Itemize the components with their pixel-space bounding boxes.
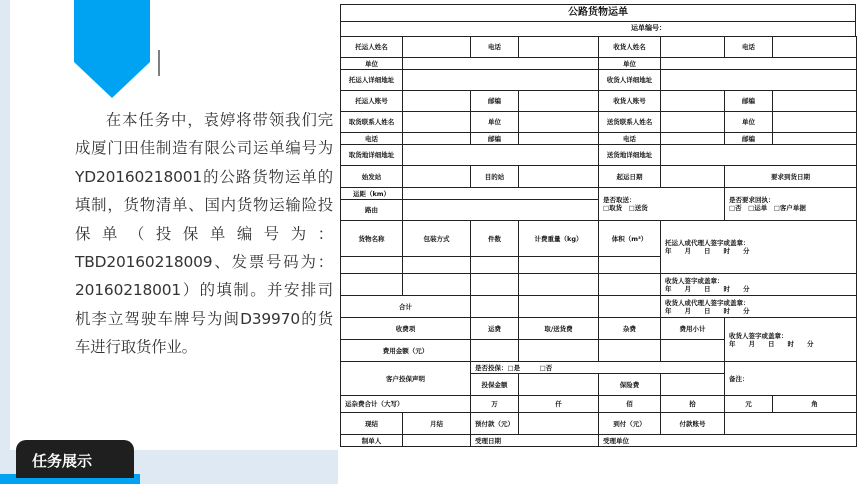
cell-blank[interactable]: [599, 296, 661, 318]
cell-insured-amount: 投保金额: [471, 374, 519, 396]
cell-shipper-sign: [661, 221, 857, 274]
intro-paragraph: 在本任务中，袁婷将带领我们完成厦门田佳制造有限公司运单编号为YD20160218001的公路货物运单的填制，货物清单、国内货物运输险投保单（投保单编号为：TBD20160218009、发票号码为：20160218001）的填制。并安排司机李立驾驶车牌号为闽D39970的货车进行取货作业。: [75, 111, 333, 357]
table-row: [341, 435, 857, 447]
cell-blank[interactable]: [341, 257, 403, 274]
cell-shipper-name: 托运人姓名: [341, 37, 403, 58]
cell-blank[interactable]: [403, 274, 471, 296]
cell-blank[interactable]: [661, 37, 725, 58]
bookmark-arrow: [74, 62, 150, 98]
cell-blank[interactable]: [471, 340, 519, 362]
cell-cash: 现结: [341, 413, 403, 435]
cell-postcode: 邮编: [725, 91, 773, 112]
cell-postcode: 邮编: [725, 133, 773, 145]
cell-yuan: 元: [725, 396, 773, 413]
cell-shi: 拾: [661, 396, 725, 413]
cell-jiao: 角: [773, 396, 857, 413]
pickup-options[interactable]: □取货 □送货: [603, 204, 648, 212]
cell-fee-subtotal: 费用小计: [661, 318, 725, 340]
table-row: [341, 318, 857, 340]
cell-destination: 目的站: [471, 166, 519, 188]
accent-line: [158, 50, 160, 76]
cell-pickup-addr: 取货地详细地址: [341, 145, 403, 166]
cell-blank[interactable]: [403, 200, 599, 221]
cell-misc-fee: 杂费: [599, 318, 661, 340]
cell-consignee-sign: [661, 274, 857, 296]
cell-wan: 万: [471, 396, 519, 413]
cell-postcode: 邮编: [471, 91, 519, 112]
cell-postcode: 邮编: [471, 133, 519, 145]
cell-consignee-name: 收货人姓名: [599, 37, 661, 58]
cell-premium: 保险费: [599, 374, 661, 396]
consignee-agent-sign-date: 年 月 日 时 分: [665, 306, 750, 315]
table-row: [341, 296, 857, 318]
cell-consignee-sign-2: [725, 318, 857, 362]
task-badge-label: 任务展示: [32, 452, 93, 470]
table-row: [341, 133, 857, 145]
cell-blank[interactable]: [519, 112, 599, 133]
cell-blank[interactable]: [403, 166, 471, 188]
cell-accept-date: 受理日期: [471, 435, 599, 447]
cell-blank[interactable]: [661, 145, 857, 166]
cell-unit: 单位: [341, 58, 403, 70]
cell-phone: 电话: [725, 37, 773, 58]
pickup-question-label: 是否取送：: [603, 196, 636, 204]
table-row: [341, 91, 857, 112]
cell-blank[interactable]: [519, 37, 599, 58]
cell-blank[interactable]: [661, 374, 725, 396]
cell-blank[interactable]: [403, 435, 471, 447]
table-row: [341, 58, 857, 70]
table-row: [341, 112, 857, 133]
cell-blank[interactable]: [773, 37, 857, 58]
cell-consignee-account: 收货人账号: [599, 91, 661, 112]
cell-blank[interactable]: [403, 37, 471, 58]
consignee-sign-label-2: 收货人签字或盖章：: [729, 331, 788, 340]
cell-blank[interactable]: [599, 257, 661, 274]
shipper-sign-label: 托运人或代理人签字或盖章：: [665, 239, 750, 247]
cell-blank[interactable]: [471, 296, 519, 318]
table-row: [341, 274, 857, 296]
receipt-options[interactable]: □否 □运单 □客户单据: [729, 204, 806, 212]
left-panel: [0, 0, 338, 484]
cell-blank[interactable]: [403, 112, 471, 133]
cell-unit: 单位: [471, 112, 519, 133]
cell-blank[interactable]: [403, 145, 599, 166]
cell-phone: 电话: [471, 37, 519, 58]
cell-blank[interactable]: [471, 274, 519, 296]
consignee-sign-date: 年 月 日 时 分: [665, 284, 750, 293]
cell-insured-question[interactable]: 是否投保：□是 □否: [471, 362, 725, 374]
cell-weight: 计费重量（kg）: [519, 221, 599, 257]
cell-blank[interactable]: [519, 91, 599, 112]
cell-blank[interactable]: [661, 91, 725, 112]
cell-blank[interactable]: [519, 274, 599, 296]
cell-origin: 始发站: [341, 166, 403, 188]
table-row: [341, 396, 857, 413]
cell-blank[interactable]: [519, 166, 599, 188]
cell-blank[interactable]: [519, 340, 599, 362]
cell-blank[interactable]: [661, 340, 725, 362]
cell-blank[interactable]: [725, 413, 857, 435]
cell-blank[interactable]: [661, 70, 857, 91]
cell-blank[interactable]: [403, 257, 471, 274]
cell-blank[interactable]: [519, 374, 599, 396]
cell-insurance-decl: 客户投保声明: [341, 362, 471, 396]
cell-blank[interactable]: [403, 70, 599, 91]
cell-preparer: 制单人: [341, 435, 403, 447]
cell-delivery-contact: 送货联系人姓名: [599, 112, 661, 133]
bookmark-shape: [74, 0, 150, 62]
cell-to-pay: 到付（元）: [599, 413, 661, 435]
cell-blank[interactable]: [661, 58, 857, 70]
cell-volume: 体积（m³）: [599, 221, 661, 257]
cell-blank[interactable]: [519, 296, 599, 318]
form-title: 公路货物运单: [340, 4, 856, 22]
cell-fee-item: 收费项: [341, 318, 471, 340]
waybill-form: [340, 4, 856, 484]
cell-blank[interactable]: [773, 133, 857, 145]
table-row: [341, 188, 857, 200]
waybill-number-label: 运单编号：: [340, 21, 856, 37]
cell-blank[interactable]: [773, 91, 857, 112]
waybill-table: [340, 36, 857, 447]
cell-blank[interactable]: [403, 188, 599, 200]
table-row: [341, 70, 857, 91]
cell-pickup-contact: 取货联系人姓名: [341, 112, 403, 133]
cell-shipper-account: 托运人账号: [341, 91, 403, 112]
consignee-sign-date-2: 年 月 日 时 分: [729, 339, 814, 348]
cell-consignee-agent-sign: [661, 296, 857, 318]
cell-blank[interactable]: [519, 413, 599, 435]
cell-distance: 运距（km）: [341, 188, 403, 200]
cell-freight: 运费: [471, 318, 519, 340]
cell-blank[interactable]: [661, 133, 725, 145]
cell-accept-unit: 受理单位: [599, 435, 857, 447]
left-decor-bar: [0, 0, 10, 450]
cell-unit: 单位: [599, 58, 661, 70]
cell-goods-name: 货物名称: [341, 221, 403, 257]
cell-monthly: 月结: [403, 413, 471, 435]
cell-shipper-addr: 托运人详细地址: [341, 70, 403, 91]
table-row: [341, 413, 857, 435]
cell-blank[interactable]: [341, 274, 403, 296]
cell-blank[interactable]: [661, 166, 725, 188]
consignee-agent-sign-label: 收货人或代理人签字或盖章：: [665, 298, 750, 307]
cell-fee-amount: 费用金额（元）: [341, 340, 471, 362]
cell-pickup-question: [599, 188, 725, 221]
cell-consignee-addr: 收货人详细地址: [599, 70, 661, 91]
cell-blank[interactable]: [403, 133, 471, 145]
cell-unit: 单位: [725, 112, 773, 133]
cell-delivery-addr: 送货地详细地址: [599, 145, 661, 166]
consignee-sign-label: 收货人签字或盖章：: [665, 276, 724, 285]
cell-total: 合计: [341, 296, 471, 318]
cell-receipt-question: [725, 188, 857, 221]
cell-packaging: 包装方式: [403, 221, 471, 257]
cell-blank[interactable]: [403, 58, 599, 70]
cell-pay-account: 付款账号: [661, 413, 725, 435]
cell-phone: 电话: [599, 133, 661, 145]
cell-blank[interactable]: [471, 257, 519, 274]
cell-required-arrival: 要求到货日期: [725, 166, 857, 188]
cell-phone: 电话: [341, 133, 403, 145]
cell-blank[interactable]: [403, 91, 471, 112]
cell-blank[interactable]: [519, 257, 599, 274]
cell-prepaid: 预付款（元）: [471, 413, 519, 435]
cell-pieces: 件数: [471, 221, 519, 257]
receipt-question-label: 是否要求回执：: [729, 196, 775, 204]
cell-blank[interactable]: [773, 112, 857, 133]
cell-pickup-fee: 取/送货费: [519, 318, 599, 340]
table-row: [341, 37, 857, 58]
table-row: [341, 362, 857, 374]
cell-remark: 备注：: [725, 362, 857, 396]
table-row: [341, 166, 857, 188]
cell-qian: 仟: [519, 396, 599, 413]
table-row: [341, 221, 857, 257]
cell-blank[interactable]: [599, 274, 661, 296]
cell-departure-date: 起运日期: [599, 166, 661, 188]
cell-blank[interactable]: [519, 133, 599, 145]
cell-blank[interactable]: [661, 112, 725, 133]
cell-total-upper: 运杂费合计（大写）: [341, 396, 471, 413]
cell-blank[interactable]: [599, 340, 661, 362]
table-row: [341, 145, 857, 166]
shipper-sign-date: 年 月 日 时 分: [665, 247, 750, 255]
cell-bai: 佰: [599, 396, 661, 413]
cell-route: 路由: [341, 200, 403, 221]
